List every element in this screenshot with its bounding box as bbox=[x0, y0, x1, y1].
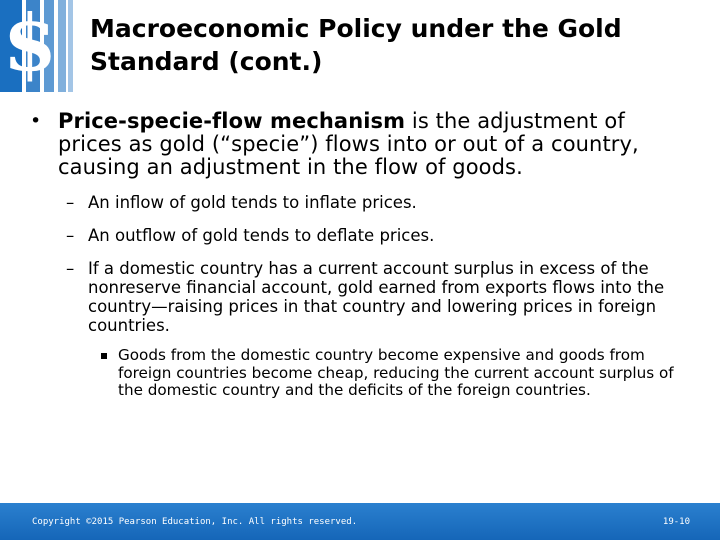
sub-bullet-text: If a domestic country has a current account surplus in excess of the nonreserve financial account, gold earned from exports flows into the country—raising prices in that country and lowering prices in foreign countries. bbox=[88, 259, 665, 335]
main-bullet-term: Price-specie-flow mechanism bbox=[58, 109, 406, 133]
copyright-text: Copyright ©2015 Pearson Education, Inc. All rights reserved. bbox=[32, 517, 358, 527]
sub-bullet-surplus bbox=[30, 259, 690, 335]
sub-bullet-text: An inflow of gold tends to inflate prices. bbox=[88, 193, 417, 212]
slide-title bbox=[90, 12, 710, 78]
sub-bullet-text: An outflow of gold tends to deflate prices. bbox=[88, 226, 435, 245]
dollar-sign-logo-icon bbox=[0, 0, 76, 92]
slide-title-line-2: Standard (cont.) bbox=[90, 47, 323, 76]
dash-icon: – bbox=[66, 226, 75, 245]
footer-bar bbox=[0, 503, 720, 540]
dash-icon: – bbox=[66, 193, 75, 212]
slide-title-line-1: Macroeconomic Policy under the Gold bbox=[90, 14, 622, 43]
main-bullet-text: is the adjustment of prices as gold (“specie”) flows into or out of a country, causing an adjustment in the flow of goods. bbox=[58, 109, 639, 179]
sub-bullet-outflow bbox=[30, 226, 690, 245]
sub-sub-bullet-text: Goods from the domestic country become expensive and goods from foreign countries become cheap, reducing the current account surplus of the domestic country and the deficits of the foreign countries. bbox=[118, 346, 674, 399]
square-bullet-icon bbox=[101, 353, 107, 359]
sub-sub-bullet-goods bbox=[30, 347, 690, 400]
page-number: 19-10 bbox=[662, 517, 690, 527]
svg-text:$: $ bbox=[2, 0, 58, 89]
dash-icon: – bbox=[66, 259, 75, 278]
main-bullet bbox=[30, 110, 690, 179]
bullet-dot-icon: • bbox=[30, 110, 42, 132]
slide-body bbox=[30, 110, 690, 400]
sub-bullet-inflow bbox=[30, 193, 690, 212]
